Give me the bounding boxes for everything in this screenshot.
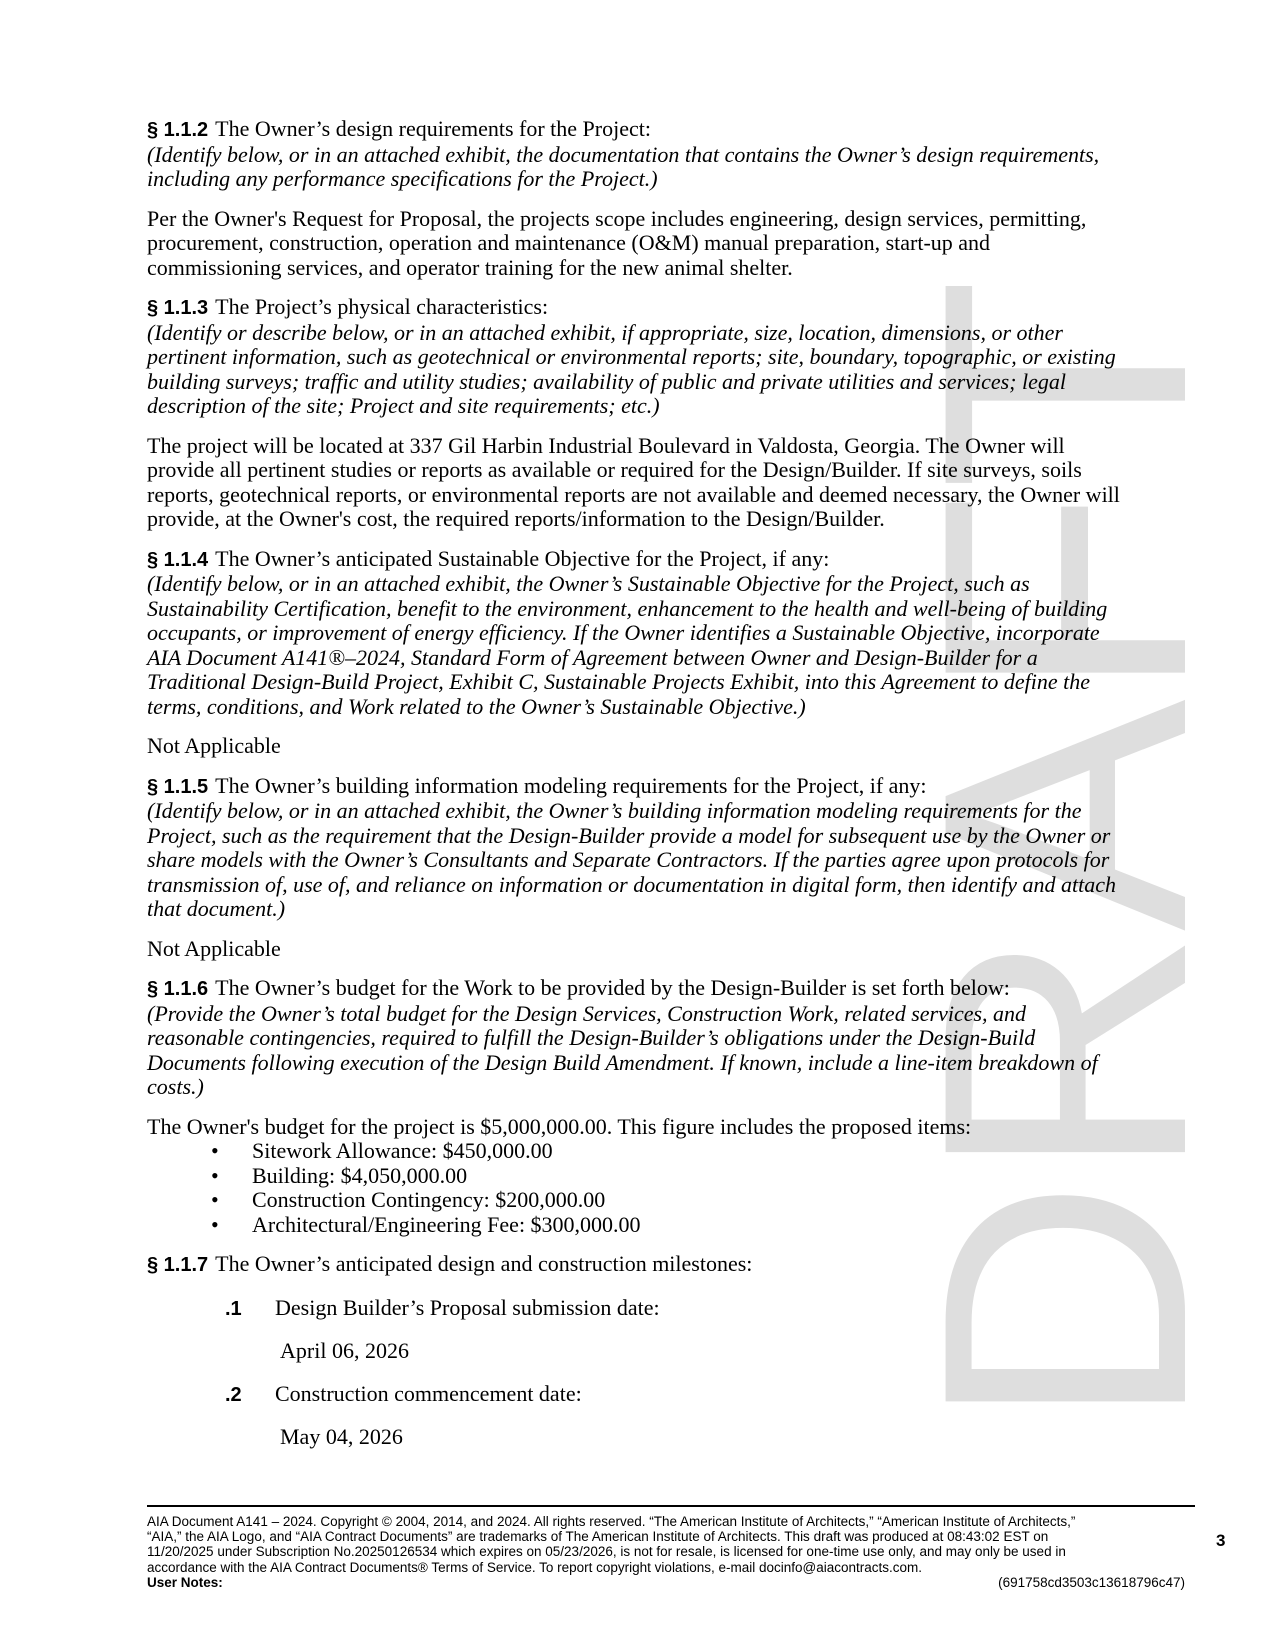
milestone-date: April 06, 2026 (280, 1338, 409, 1363)
guidance-note: (Identify below, or in an attached exhibit, the Owner’s building information modeling requirements for the Project, such as the requirement that the Design-Builder provide a model for subsequent use by the Owner or share models with the Owner’s Consultants and Separate Contractors. If the parties agree upon protocols for transmission of, use of, and reliance on information or documentation in digital form, then identify and attach that document.) (147, 798, 1116, 921)
response-text: Not Applicable (147, 733, 281, 758)
bullet-marker: • (211, 1211, 219, 1237)
section-heading (147, 774, 1125, 800)
response-text: Per the Owner's Request for Proposal, the projects scope includes engineering, design services, permitting, procurement, construction, operation and maintenance (O&M) manual preparation, start-up and commissioning services, and operator training for the new animal shelter. (147, 205, 1087, 280)
draft-watermark: DRAFT (870, 280, 1259, 1430)
footer-legal-line: AIA Document A141 – 2024. Copyright © 2004, 2014, and 2024. All rights reserved. “The American Institute of Architects,” “American Institute of Architects,” (147, 1514, 1076, 1529)
document-id: (691758cd3503c13618796c47) (998, 1574, 1185, 1590)
section-number: § 1.1.7 (147, 1254, 209, 1276)
section-number: § 1.1.6 (147, 978, 209, 1000)
section-heading (147, 117, 1125, 143)
section-title: The Owner’s anticipated design and construction milestones: (215, 1251, 753, 1276)
milestone-date: May 04, 2026 (280, 1424, 403, 1449)
bullet-text: Sitework Allowance: $450,000.00 (252, 1138, 553, 1163)
section-heading (147, 1252, 1125, 1278)
page-number: 3 (1216, 1531, 1226, 1550)
guidance-note: (Identify below, or in an attached exhibit, the Owner’s Sustainable Objective for the Project, such as Sustainability Certification, benefit to the environment, enhancement to the health and well-being of building occupants, or improvement of energy efficiency. If the Owner identifies a Sustainable Objective, incorporate AIA Document A141®–2024, Standard Form of Agreement between Owner and Design-Builder for a Traditional Design-Build Project, Exhibit C, Sustainable Projects Exhibit, into this Agreement to define the terms, conditions, and Work related to the Owner’s Sustainable Objective.) (147, 571, 1108, 719)
bullet-text: Construction Contingency: $200,000.00 (252, 1187, 606, 1212)
section-1-1-3 (147, 295, 1125, 532)
section-1-1-7 (147, 1252, 1125, 1450)
bullet-marker: • (211, 1187, 219, 1212)
user-notes-label: User Notes: (147, 1574, 223, 1590)
milestone-number: .2 (225, 1383, 242, 1406)
section-heading (147, 976, 1125, 1002)
section-heading (147, 295, 1125, 321)
footer-legal-line: 11/20/2025 under Subscription No.20250126534 which expires on 05/23/2026, is not for resale, is licensed for one-time use only, and may only be used in (147, 1544, 1066, 1560)
bullet-text: Architectural/Engineering Fee: $300,000.00 (252, 1211, 641, 1237)
section-heading (147, 547, 1125, 573)
section-title: The Owner’s budget for the Work to be provided by the Design-Builder is set forth below: (215, 975, 1010, 1000)
footer-legal-line: “AIA,” the AIA Logo, and “AIA Contract Documents” are trademarks of The American Institute of Architects. This draft was produced at 08:43:02 EST on (147, 1529, 1049, 1545)
page-footer (147, 1505, 1195, 1590)
guidance-note: (Identify or describe below, or in an attached exhibit, if appropriate, size, location, dimensions, or other pertinent information, such as geotechnical or environmental reports; site, boundary, topographic, or existing building surveys; traffic and utility studies; availability of public and private utilities and services; legal description of the site; Project and site requirements; etc.) (147, 319, 1116, 418)
section-1-1-4 (147, 547, 1125, 759)
footer-bottom-row (147, 1575, 1195, 1590)
section-number: § 1.1.2 (147, 119, 209, 141)
section-number: § 1.1.3 (147, 297, 209, 319)
bullet-item (147, 1213, 1125, 1238)
budget-bullet-list (147, 1139, 1125, 1237)
bullet-marker: • (211, 1162, 219, 1188)
milestone-label: Construction commencement date: (275, 1380, 582, 1406)
guidance-note: (Provide the Owner’s total budget for the Design Services, Construction Work, related services, and reasonable contingencies, required to fulfill the Design-Builder’s obligations under the Design-Build Documents following execution of the Design Build Amendment. If known, include a line-item breakdown of costs.) (147, 1000, 1098, 1099)
section-title: The Project’s physical characteristics: (215, 294, 549, 319)
section-number: § 1.1.5 (147, 775, 209, 798)
document-body (147, 0, 1125, 1450)
bullet-item (147, 1164, 1125, 1189)
guidance-note: (Identify below, or in an attached exhibit, the documentation that contains the Owner’s design requirements, including any performance specifications for the Project.) (147, 141, 1100, 191)
milestone-number: .1 (225, 1297, 242, 1320)
section-title: The Owner’s design requirements for the Project: (215, 116, 651, 141)
milestone-row (147, 1296, 1125, 1322)
bullet-item (147, 1188, 1125, 1213)
bullet-marker: • (211, 1138, 219, 1163)
response-text: Not Applicable (147, 935, 281, 961)
bullet-text: Building: $4,050,000.00 (252, 1162, 468, 1188)
response-text: The Owner's budget for the project is $5,000,000.00. This figure includes the proposed items: (147, 1113, 972, 1139)
section-title: The Owner’s anticipated Sustainable Objective for the Project, if any: (215, 545, 830, 571)
milestone-row (147, 1382, 1125, 1408)
bullet-item (147, 1139, 1125, 1164)
milestone-label: Design Builder’s Proposal submission date: (275, 1294, 660, 1320)
section-title: The Owner’s building information modeling requirements for the Project, if any: (215, 772, 927, 798)
section-1-1-5 (147, 774, 1125, 962)
section-1-1-2 (147, 117, 1125, 280)
response-text: The project will be located at 337 Gil Harbin Industrial Boulevard in Valdosta, Georgia. The Owner will provide all pertinent studies or reports as available or required for the Design/Builder. If site surveys, soils reports, geotechnical reports, or environmental reports are not available and deemed necessary, the Owner will provide, at the Owner's cost, the required reports/information to the Design/Builder. (147, 432, 1120, 531)
footer-legal-line: accordance with the AIA Contract Documents® Terms of Service. To report copyright violations, e-mail docinfo@aiacontracts.com. (147, 1559, 922, 1575)
section-1-1-6 (147, 976, 1125, 1237)
section-number: § 1.1.4 (147, 548, 209, 571)
